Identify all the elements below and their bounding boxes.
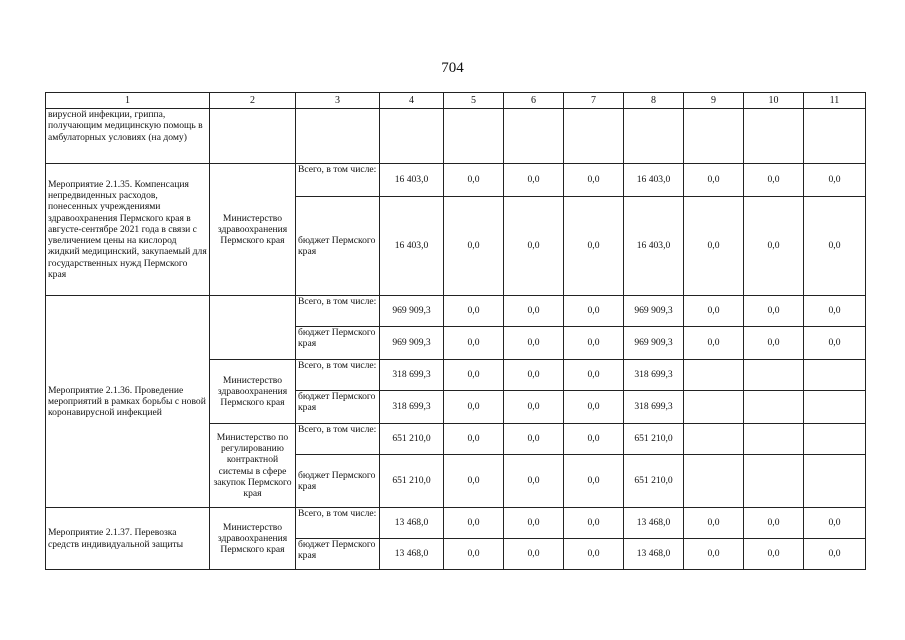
value-cell: 969 909,3 [380, 296, 444, 327]
value-cell: 0,0 [444, 391, 504, 424]
value-cell: 13 468,0 [624, 539, 684, 570]
value-cell: 0,0 [444, 327, 504, 360]
value-cell: 0,0 [804, 164, 866, 197]
value-cell: 969 909,3 [624, 296, 684, 327]
value-cell: 13 468,0 [380, 539, 444, 570]
value-cell: 0,0 [804, 197, 866, 296]
value-cell: 0,0 [504, 424, 564, 455]
value-cell [744, 391, 804, 424]
value-cell: 0,0 [684, 296, 744, 327]
value-cell: 651 210,0 [380, 424, 444, 455]
column-header: 4 [380, 93, 444, 109]
column-header: 6 [504, 93, 564, 109]
value-cell [684, 424, 744, 455]
executor-name: Министерство по регулированию контрактной системы в сфере закупок Пермского края [210, 424, 296, 508]
value-cell: 16 403,0 [380, 197, 444, 296]
value-cell [684, 455, 744, 508]
value-cell: 0,0 [444, 424, 504, 455]
value-cell: 0,0 [504, 455, 564, 508]
executor-name [210, 296, 296, 360]
page-number: 704 [441, 60, 464, 76]
value-cell [744, 424, 804, 455]
funding-source: бюджет Пермского края [296, 197, 380, 296]
value-cell: 0,0 [564, 360, 624, 391]
value-cell [684, 360, 744, 391]
value-cell: 0,0 [684, 197, 744, 296]
measure-name: Мероприятие 2.1.36. Проведение мероприятий в рамках борьбы с новой коронавирусной инфекцией [46, 296, 210, 508]
funding-source: бюджет Пермского края [296, 455, 380, 508]
column-header: 1 [46, 93, 210, 109]
value-cell: 16 403,0 [624, 197, 684, 296]
value-cell: 0,0 [504, 327, 564, 360]
funding-source: Всего, в том числе: [296, 508, 380, 539]
table-row [46, 296, 866, 327]
value-cell [804, 360, 866, 391]
value-cell: 0,0 [564, 508, 624, 539]
value-cell: 0,0 [504, 360, 564, 391]
value-cell: 0,0 [564, 391, 624, 424]
value-cell: 0,0 [564, 164, 624, 197]
value-cell: 0,0 [504, 164, 564, 197]
value-cell: 16 403,0 [624, 164, 684, 197]
funding-source: бюджет Пермского края [296, 327, 380, 360]
value-cell: 0,0 [684, 327, 744, 360]
column-header: 7 [564, 93, 624, 109]
value-cell: 0,0 [504, 508, 564, 539]
value-cell: 318 699,3 [380, 391, 444, 424]
value-cell: 0,0 [564, 539, 624, 570]
column-header: 9 [684, 93, 744, 109]
value-cell: 0,0 [684, 539, 744, 570]
value-cell: 0,0 [564, 424, 624, 455]
value-cell: 0,0 [504, 197, 564, 296]
value-cell: 0,0 [804, 296, 866, 327]
value-cell [744, 360, 804, 391]
column-header: 11 [804, 93, 866, 109]
table-row [46, 164, 866, 197]
table-row [46, 508, 866, 539]
value-cell: 0,0 [444, 360, 504, 391]
header-row [46, 93, 866, 109]
value-cell: 318 699,3 [380, 360, 444, 391]
value-cell: 16 403,0 [380, 164, 444, 197]
value-cell: 969 909,3 [624, 327, 684, 360]
value-cell: 0,0 [444, 164, 504, 197]
value-cell: 969 909,3 [380, 327, 444, 360]
value-cell: 0,0 [564, 296, 624, 327]
column-header: 2 [210, 93, 296, 109]
value-cell: 0,0 [564, 197, 624, 296]
value-cell: 0,0 [804, 327, 866, 360]
budget-table [45, 92, 866, 570]
value-cell: 651 210,0 [624, 424, 684, 455]
value-cell: 0,0 [684, 164, 744, 197]
value-cell: 0,0 [744, 539, 804, 570]
funding-source: Всего, в том числе: [296, 164, 380, 197]
executor-name: Министерство здравоохранения Пермского края [210, 164, 296, 296]
executor-name: Министерство здравоохранения Пермского края [210, 508, 296, 570]
funding-source: бюджет Пермского края [296, 539, 380, 570]
column-header: 5 [444, 93, 504, 109]
table-row [46, 109, 866, 164]
value-cell [804, 455, 866, 508]
value-cell: 0,0 [744, 508, 804, 539]
value-cell: 0,0 [444, 539, 504, 570]
measure-name: Мероприятие 2.1.35. Компенсация непредвиденных расходов, понесенных учреждениями здравоохранения Пермского края в августе-сентябре 2021 года в связи с увеличением цены на кислород жидкий медицинский, закупаемый для государственных нужд Пермского края [46, 164, 210, 296]
value-cell: 0,0 [744, 296, 804, 327]
value-cell: 0,0 [684, 508, 744, 539]
value-cell: 0,0 [744, 197, 804, 296]
value-cell: 651 210,0 [380, 455, 444, 508]
value-cell: 0,0 [804, 508, 866, 539]
value-cell [744, 455, 804, 508]
value-cell: 13 468,0 [624, 508, 684, 539]
funding-source: Всего, в том числе: [296, 360, 380, 391]
funding-source: Всего, в том числе: [296, 424, 380, 455]
value-cell: 0,0 [504, 539, 564, 570]
column-header: 3 [296, 93, 380, 109]
value-cell: 0,0 [744, 327, 804, 360]
value-cell: 0,0 [504, 391, 564, 424]
executor-name: Министерство здравоохранения Пермского края [210, 360, 296, 424]
value-cell: 0,0 [444, 455, 504, 508]
value-cell: 0,0 [444, 197, 504, 296]
value-cell: 13 468,0 [380, 508, 444, 539]
measure-name: Мероприятие 2.1.37. Перевозка средств индивидуальной защиты [46, 508, 210, 570]
value-cell: 318 699,3 [624, 391, 684, 424]
value-cell: 0,0 [744, 164, 804, 197]
column-header: 8 [624, 93, 684, 109]
column-header: 10 [744, 93, 804, 109]
value-cell: 651 210,0 [624, 455, 684, 508]
value-cell: 0,0 [444, 508, 504, 539]
value-cell [804, 391, 866, 424]
measure-name: вирусной инфекции, гриппа, получающим медицинскую помощь в амбулаторных условиях (на дому) [46, 109, 210, 164]
value-cell: 318 699,3 [624, 360, 684, 391]
value-cell: 0,0 [804, 539, 866, 570]
funding-source: бюджет Пермского края [296, 391, 380, 424]
value-cell: 0,0 [444, 296, 504, 327]
funding-source: Всего, в том числе: [296, 296, 380, 327]
value-cell: 0,0 [564, 455, 624, 508]
value-cell: 0,0 [504, 296, 564, 327]
value-cell [804, 424, 866, 455]
value-cell [684, 391, 744, 424]
value-cell: 0,0 [564, 327, 624, 360]
